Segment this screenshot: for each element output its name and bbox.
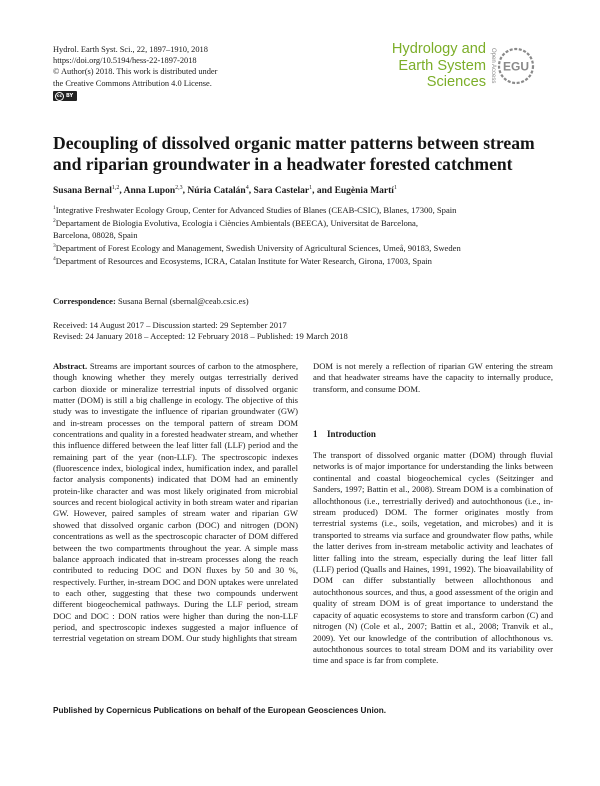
section-title: Introduction [327,429,376,439]
cc-icon: cc [56,93,63,99]
affiliation-2 [53,216,553,229]
cc-by-badge[interactable] [53,91,77,101]
dates-line-2: Revised: 24 January 2018 – Accepted: 12 February 2018 – Published: 19 March 2018 [53,331,348,342]
author-affil-sup: 2,3 [175,185,183,191]
author-name: Sara Castelar [253,186,310,197]
affiliation-1 [53,203,553,216]
citation: Hydrol. Earth Syst. Sci., 22, 1897–1910, 2018 [53,45,208,54]
correspondence-email[interactable]: Susana Bernal (sbernal@ceab.csic.es) [118,296,249,306]
egu-logo-icon [497,47,535,85]
article-title: Decoupling of dissolved organic matter patterns between stream and riparian groundwater in a headwater forested catchment [53,133,535,174]
section-number: 1 [313,429,318,439]
license: the Creative Commons Attribution 4.0 License. [53,78,212,88]
affiliation-text: Department of Resources and Ecosystems, ICRA, Catalan Institute for Water Research, Girona, 17003, Spain [55,256,432,267]
journal-logo-text [390,41,486,91]
journal-name-line2: Earth System [398,57,486,74]
publication-dates [53,320,348,342]
affiliation-number: 2 [53,218,56,225]
author-list [53,185,397,196]
cc-by-label: BY [66,93,74,99]
affiliation-text: Departament de Biologia Evolutiva, Ecologia i Ciències Ambientals (BEECA), Universitat de Barcelona, [55,218,419,229]
citation-block [53,44,217,89]
abstract-label: Abstract. [53,361,88,371]
affiliation-number: 4 [53,256,56,263]
publisher-footer: Published by Copernicus Publications on behalf of the European Geosciences Union. [53,706,387,715]
abstract-right-column: DOM is not merely a reflection of riparian GW entering the stream and that headwater streams have the capacity to internally produce, transform, and consume DOM. [313,361,553,394]
author-separator: , [119,186,124,197]
author-separator: , and [312,186,335,197]
author-affil-sup: 1 [309,185,313,191]
author-name: Eugènia Martí [334,186,394,197]
correspondence [53,296,249,306]
affiliation-number: 3 [53,242,56,249]
author-affil-sup: 4 [245,185,249,191]
doi-link[interactable]: https://doi.org/10.5194/hess-22-1897-2018 [53,56,197,66]
journal-name-line3: Sciences [426,74,486,91]
affiliation-number: 1 [53,205,56,211]
author-name: Susana Bernal [53,186,112,197]
section-heading-introduction [313,429,376,439]
affiliations [53,203,553,267]
egu-logo-text: EGU [502,59,530,74]
affiliation-4 [53,254,553,267]
dates-line-1: Received: 14 August 2017 – Discussion started: 29 September 2017 [53,320,287,330]
affiliation-text: Department of Forest Ecology and Management, Swedish University of Agricultural Sciences, Umeå, 90183, Sweden [55,242,461,253]
author-separator: , [182,186,188,197]
affiliation-text: Integrative Freshwater Ecology Group, Center for Advanced Studies of Blanes (CEAB-CSIC), Blanes, 17300, Spain [55,204,457,215]
introduction-text: The transport of dissolved organic matter (DOM) through fluvial networks is of major importance for understanding the links between continental and coastal biogeochemical cycles (Seitzinger and Sanders, 1997; Battin et al., 2008). Stream DOM is a combination of allochthonous (i.e., terrestrially derived) and autochthonous (i.e., in-stream produced) DOM. The former originates mostly from terrestrial systems (i.e., soils, vegetation, and microbes) and it is transported to streams via surface and groundwater flow paths, while the latter derives from in-stream metabolic activity and leachates of litter falling into the stream, especially during the leaf litter fall (LLF) period (Qualls and Haines, 1991, 1992). The bioavailability of DOM can differ substantially between allochthonous and autochthonous sources, and thus, a good assessment of the origin and quality of stream DOM is of great importance to understand the capacity of aquatic ecosystems to store and transform carbon (C) and nitrogen (N) (Cole et al., 2007; Battin et al., 2008; Tranvik et al., 2009). Yet our knowledge of the contribution of allochthonous vs. autochthonous sources to total stream DOM and its variability over time and space is far from complete. [313,450,553,666]
author-name: Núria Catalán [187,186,246,197]
affiliation-3 [53,241,553,254]
open-access-label: Open Access [490,48,496,84]
author-name: Anna Lupon [123,186,176,197]
abstract-left-column [53,361,298,645]
correspondence-label: Correspondence: [53,296,116,306]
abstract-text: Streams are important sources of carbon to the atmosphere, though knowing whether they merely outgas terrestrially derived carbon dioxide or mineralize terrestrial inputs of dissolved organic matter (DOM) is still a big challenge in ecology. The objective of this study was to investigate the influence of riparian groundwater (GW) and in-stream processes on the temporal pattern of stream DOM concentrations and quality in a forested headwater stream, and whether this influence differed between the leaf litter fall (LLF) period and the remaining part of the year (non-LLF). The spectroscopic indexes (fluorescence index, biological index, humification index, and parallel factor analysis components) indicated that DOM had an eminently protein-like character and was most likely originated from microbial sources and recent biological activity in both stream water and riparian GW. However, paired samples of stream water and riparian GW showed that dissolved organic carbon (DOC) and nitrogen (DON) concentrations as well as the spectroscopic character of DOM differed between the two compartments throughout the year. A simple mass balance approach indicated that in-stream processes along the reach contributed to reducing DOC and DON fluxes by 50 and 30 %, respectively. Further, in-stream DOC and DON uptakes were unrelated to each other, suggesting that these two compounds underwent different biogeochemical pathways. During the LLF period, stream DOC and DOC : DON ratios were higher than during the non-LLF period, and spectroscopic indexes suggested a major influence of terrestrial vegetation on stream DOM. Our study highlights that stream [53,361,298,644]
author-affil-sup: 1,2 [111,185,120,191]
copyright: © Author(s) 2018. This work is distributed under [53,67,218,77]
author-affil-sup: 1 [393,185,397,191]
affiliation-2-cont: Barcelona, 08028, Spain [53,229,138,240]
journal-name-line1: Hydrology and [391,41,486,57]
author-separator: , [248,186,254,197]
